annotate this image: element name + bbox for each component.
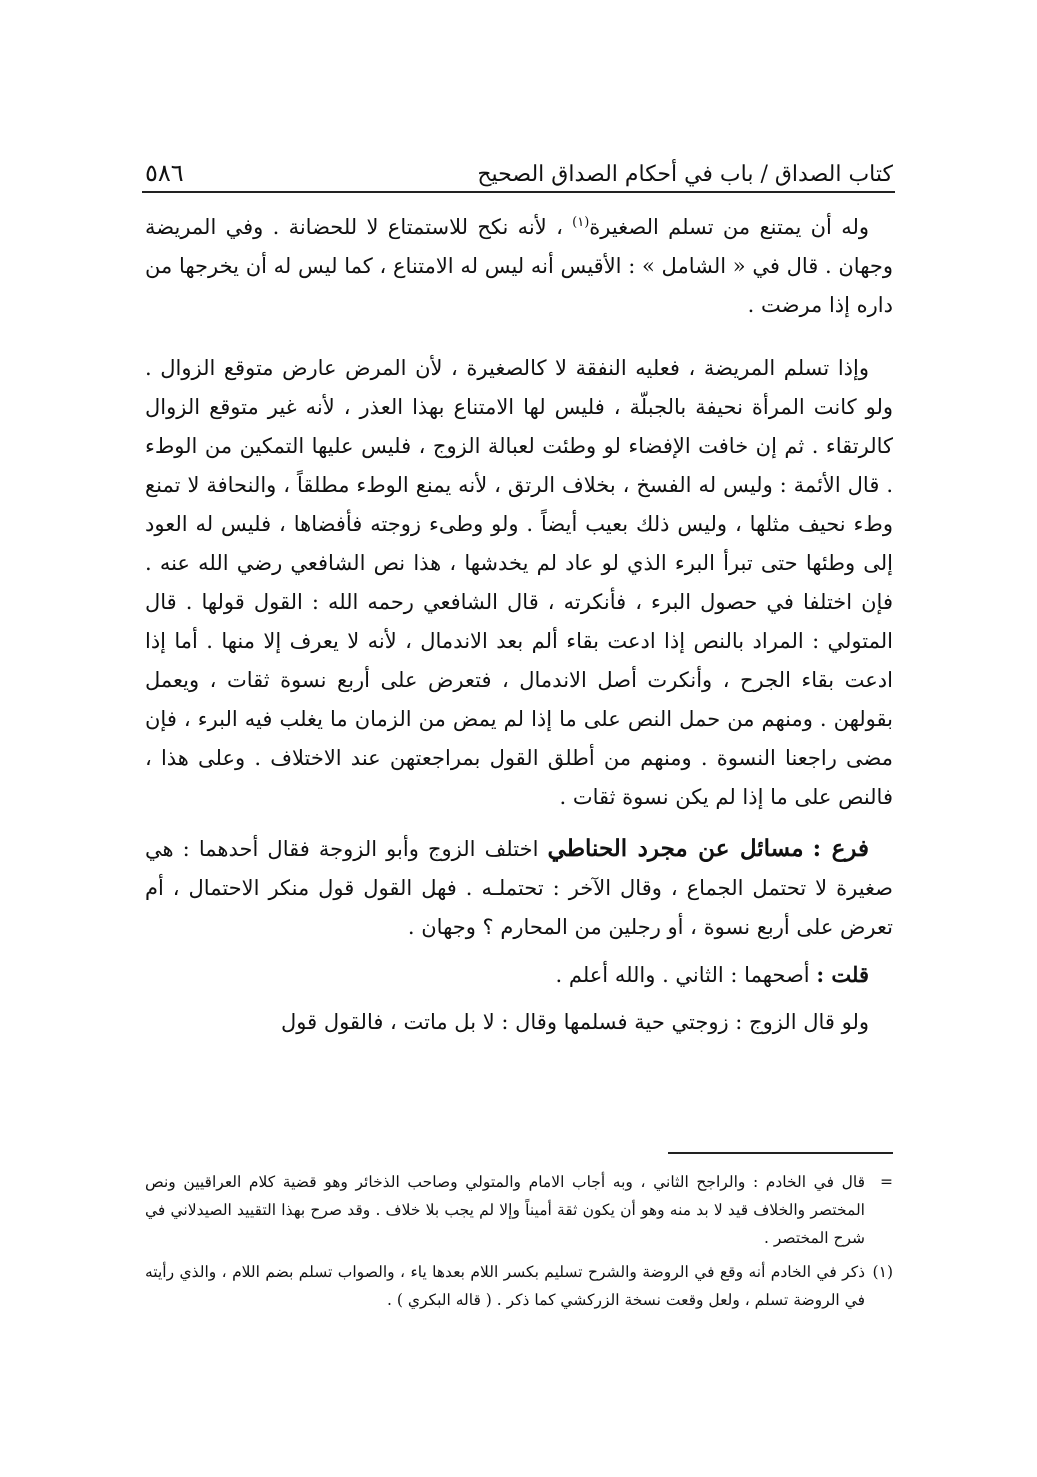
footnote-text: ذكر في الخادم أنه وقع في الروضة والشرح تسليم بكسر اللام بعدها ياء ، والصواب تسلم بضم اللام ، والذي رأيته في الروضة تسلم ، ولعل وقعت نسخة الزركشي كما ذكر . ( قاله البكري ) . (145, 1263, 865, 1309)
paragraph-5 (145, 1003, 893, 1042)
footnotes (145, 1168, 893, 1314)
branch-label: فرع : (812, 835, 869, 862)
footnote-mark: (١) (872, 1263, 893, 1281)
paragraph-5-text: ولو قال الزوج : زوجتي حية فسلمها وقال : لا بل ماتت ، فالقول قول (281, 1010, 869, 1034)
footnote-mark: = (880, 1173, 893, 1191)
footnote-ref-1[interactable]: (١) (572, 215, 590, 230)
paragraph-1-rest: ، لأنه نكح للاستمتاع لا للحضانة . وفي المريضة وجهان . قال في « الشامل » : الأقيس أنه ليس له الامتناع ، كما ليس له أن يخرجها من داره إذا مرضت . (145, 215, 893, 317)
branch-title: مسائل عن مجرد الحناطي (547, 835, 804, 862)
paragraph-2 (145, 349, 893, 817)
paragraph-1 (145, 208, 893, 325)
page-header (145, 143, 893, 187)
footnote-1 (145, 1258, 893, 1314)
main-text (145, 208, 893, 1042)
footnote-rule (668, 1152, 893, 1154)
paragraph-2-text: وإذا تسلم المريضة ، فعليه النفقة لا كالصغيرة ، لأن المرض عارض متوقع الزوال . ولو كانت المرأة نحيفة بالجبلّة ، فليس لها الامتناع بهذا العذر ، لأنه غير متوقع الزوال كالرتقاء . ثم إن خافت الإفضاء لو وطئت لعبالة الزوج ، فليس عليها التمكين من الوطء . قال الأئمة : وليس له الفسخ ، بخلاف الرتق ، لأنه يمنع الوطء مطلقاً ، والنحافة لا تمنع وطء نحيف مثلها ، وليس ذلك بعيب أيضاً . ولو وطىء زوجته فأفضاها ، فليس له العود إلى وطئها حتى تبرأ البرء الذي لو عاد لم يخدشها ، هذا نص الشافعي رضي الله عنه . فإن اختلفا في حصول البرء ، فأنكرته ، قال الشافعي رحمه الله : القول قولها . قال المتولي : المراد بالنص إذا ادعت بقاء ألم بعد الاندمال ، لأنه لا يعرف إلا منها . أما إذا ادعت بقاء الجرح ، وأنكرت أصل الاندمال ، فتعرض على أربع نسوة ثقات ، ويعمل بقولهن . ومنهم من حمل النص على ما إذا لم يمض من الزمان ما يغلب فيه البرء ، فإن مضى راجعنا النسوة . ومنهم من أطلق القول بمراجعتهن عند الاختلاف . وعلى هذا ، فالنص على ما إذا لم يكن نسوة ثقات . (145, 356, 893, 809)
paragraph-1-start: وله أن يمتنع من تسلم الصغيرة (589, 215, 869, 239)
qult-label: قلت : (816, 962, 869, 987)
qult-paragraph (145, 955, 893, 995)
footnote-text: قال في الخادم : والراجح الثاني ، وبه أجاب الامام والمتولي وصاحب الذخائر وهو قضية كلام العراقيين ونص المختصر والخلاف قيد لا بد منه وهو أن يكون ثقة أميناً وإلا لم يجب بلا خلاف . وقد صرح بهذا التقييد الصيدلاني في شرح المختصر . (145, 1173, 865, 1247)
page-number: ٥٨٦ (145, 159, 184, 187)
branch-paragraph (145, 829, 893, 947)
header-rule (142, 191, 895, 193)
footnote-continued (145, 1168, 893, 1252)
branch-text: اختلف الزوج وأبو الزوجة فقال أحدهما : هي صغيرة لا تحتمل الجماع ، وقال الآخر : تحتملـه . فهل القول قول منكر الاحتمال ، أم تعرض على أربع نسوة ، أو رجلين من المحارم ؟ وجهان . (145, 837, 893, 939)
running-title: كتاب الصداق / باب في أحكام الصداق الصحيح (477, 162, 893, 187)
qult-text: أصحهما : الثاني . والله أعلم . (555, 963, 810, 987)
